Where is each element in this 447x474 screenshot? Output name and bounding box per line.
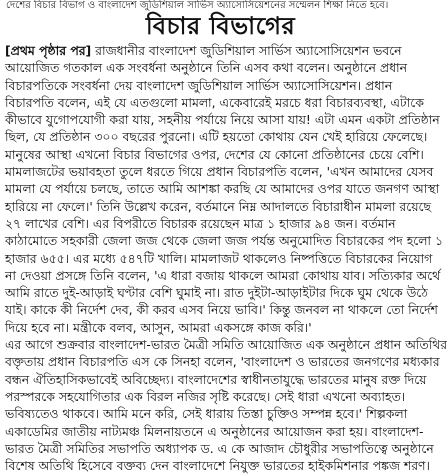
article-line: মামলাজটের ভয়াবহতা তুলে ধরতে গিয়ে প্রধান বিচারপতি বলেন, 'এখন আমাদের যেসব bbox=[5, 164, 434, 180]
page-title: বিচার বিভাগের bbox=[145, 12, 296, 40]
article-line: এর আগে শুক্রবার বাংলাদেশ-ভারত মৈত্রী সমিতি আয়োজিত এক অনুষ্ঠানে প্রধান অতিথির bbox=[5, 337, 447, 353]
article-line: আয়োজিত গতকাল এক সংবর্ধনা অনুষ্ঠানে তিনি এসব কথা বলেন। অনুষ্ঠানে প্রধান bbox=[5, 60, 408, 76]
article-line: বক্তৃতায় প্রধান বিচারপতি এস কে সিনহা বলেন, 'বাংলাদেশ ও ভারতের জনগণের মধ্যকার bbox=[5, 354, 440, 370]
article-line: পরস্পরকে সহযোগিতার এক বিরল নজির সৃষ্টি করেছে। সেই ধারা এখনো অব্যাহত। bbox=[5, 388, 406, 404]
article-line: ২৭ লাখের বেশি। এর বিপরীতে বিচারক রয়েছেন মাত্র ১ হাজার ৯৪ জন। বর্তমান bbox=[5, 215, 396, 231]
article-line: না দেওয়া প্রসঙ্গে তিনি বলেন, 'এ ধারা বজায় থাকলে আমরা কোথায় যাব। সত্যিকার অর্থে bbox=[5, 267, 441, 283]
article-line: মামলা যে পর্যায়ে চলছে, তাতে আমি আশঙ্কা করছি যে আমাদের ওপর যাতে জনগণ আস্থা bbox=[5, 181, 440, 197]
continuation-label: [প্রথম পৃষ্ঠার পর] bbox=[5, 43, 92, 58]
article-line: বন্ধন ঐতিহাসিকভাবেই অবিচ্ছেদ্য। বাংলাদেশের স্বাধীনতাযুদ্ধে ভারতের মানুষ রক্ত দিয়ে bbox=[5, 371, 427, 387]
article-line: ভবিষ্যতেও থাকবে। আমি মনে করি, সেই ধারায় তিস্তা চুক্তিও সম্পন্ন হবে।' শিল্পকলা bbox=[5, 406, 408, 422]
article-line: ভারত মৈত্রী সমিতির সভাপতি অধ্যাপক ড. এ কে আজাদ চৌধুরীর সভাপতিত্বে অনুষ্ঠানে bbox=[5, 440, 434, 456]
line-text: রাজধানীর বাংলাদেশ জুডিশিয়াল সার্ভিস অ্যাসোসিয়েশন ভবনে bbox=[91, 43, 402, 58]
article-line bbox=[5, 42, 436, 59]
article-line: কাঠামোতে সহকারী জেলা জজ থেকে জেলা জজ পর্যন্ত অনুমোদিত বিচারকের পদ হলো ১ bbox=[5, 233, 443, 249]
article-line: হারিয়ে না ফেলে।' তিনি উল্লেখ করেন, বর্তমানে নিম্ন আদালতে বিচারাধীন মামলা রয়েছে bbox=[5, 198, 432, 214]
article-line: যাই। কাকে কী নির্দেশ দেব, কী করব এসব নিয়ে ভাবি।' কিন্তু জনবল না থাকলে তো নির্দেশ bbox=[5, 302, 438, 318]
article-line: কীভাবে যুগোপযোগী করা যায়, সহনীয় পর্যায়ে নিয়ে আসা যায়! এটা এমন একটা প্রতিষ্ঠান bbox=[5, 112, 440, 128]
article-line: দিয়ে হবে না। মন্ত্রীকে বলব, আসুন, আমরা একসঙ্গে কাজ করি।' bbox=[5, 319, 312, 335]
previous-article-text: দেশের বিচার বিভাগ ও বাংলাদেশ জুডিশিয়াল সার্ভিস অ্যাসোসিয়েশনের সম্মেলন শিক্ষা নিতে হবে। bbox=[6, 0, 389, 11]
article-line: হাজার ৬৫৫। এর মধ্যে ৫৪৭টি খালি। মামলাজট থাকলেও নিষ্পত্তিতে বিচারকের নিয়োগ bbox=[5, 250, 433, 266]
article-line: একাডেমির জাতীয় নাট্যমঞ্চ মিলনায়তনে এ অনুষ্ঠানের আয়োজন করা হয়। বাংলাদেশ- bbox=[5, 423, 424, 439]
article-line: বিশেষ অতিথি হিসেবে বক্তব্য দেন বাংলাদেশে নিযুক্ত ভারতের হাইকমিশনার পঙ্কজ শরণ। bbox=[5, 458, 430, 474]
article-line: বিচারপতি বলেন, এই যে এতগুলো মামলা, একেবারেই মরচে ধরা বিচারব্যবস্থা, এটাকে bbox=[5, 94, 424, 110]
article-body bbox=[5, 42, 447, 474]
article-line: আমি রাতে দুই-আড়াই ঘণ্টার বেশি ঘুমাই না। রাত দুইটা-আড়াইটার দিকে ঘুম থেকে উঠে bbox=[5, 285, 428, 301]
article-line: মানুষের আস্থা এখনো বিচার বিভাগের ওপর, দেশের যে কোনো প্রতিষ্ঠানের চেয়ে বেশি। bbox=[5, 146, 424, 162]
article-line: ছিল, যে প্রতিষ্ঠান ৩০০ বছরের পুরনো। এটি হয়তো কোথায় যেন খেই হারিয়ে ফেলেছে। bbox=[5, 129, 428, 145]
article-line: বিচারপতিকে সংবর্ধনা দেয় বাংলাদেশ জুডিশিয়াল সার্ভিস অ্যাসোসিয়েশন। প্রধান bbox=[5, 77, 393, 93]
